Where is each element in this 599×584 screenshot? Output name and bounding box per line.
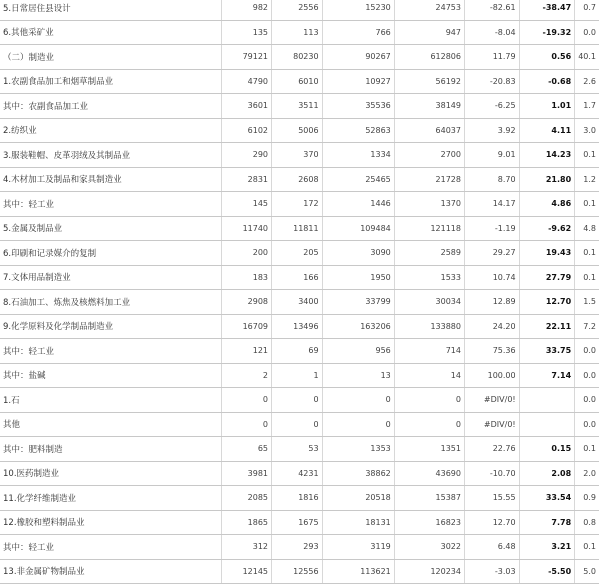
value-cell: 25465 (322, 167, 394, 192)
value-cell: 9.01 (464, 143, 519, 168)
value-cell: 13496 (272, 314, 323, 339)
value-cell: -5.50 (519, 559, 575, 584)
value-cell: 612806 (394, 45, 464, 70)
value-cell: 69 (272, 339, 323, 364)
value-cell: 1446 (322, 192, 394, 217)
value-cell: 11811 (272, 216, 323, 241)
value-cell: 5006 (272, 118, 323, 143)
value-cell: 29.27 (464, 241, 519, 266)
value-cell: 0.1 (575, 265, 599, 290)
value-cell: 121118 (394, 216, 464, 241)
value-cell: 24753 (394, 0, 464, 20)
table-row (0, 69, 599, 94)
value-cell: 11.79 (464, 45, 519, 70)
value-cell: 0.0 (575, 388, 599, 413)
value-cell: 22.76 (464, 437, 519, 462)
value-cell: -1.19 (464, 216, 519, 241)
table-row (0, 0, 599, 20)
value-cell: 3090 (322, 241, 394, 266)
value-cell: 1816 (272, 486, 323, 511)
value-cell: 0.7 (575, 0, 599, 20)
value-cell: 3.0 (575, 118, 599, 143)
value-cell: 0 (222, 388, 272, 413)
row-label-cell: 其中：肥料制造 (0, 437, 222, 462)
row-label-cell: 5.金属及制品业 (0, 216, 222, 241)
value-cell (519, 412, 575, 437)
row-label-cell: 其中：轻工业 (0, 192, 222, 217)
value-cell: 16823 (394, 510, 464, 535)
value-cell: 0.56 (519, 45, 575, 70)
table-row (0, 412, 599, 437)
value-cell: 7.78 (519, 510, 575, 535)
value-cell: 21728 (394, 167, 464, 192)
value-cell: 6010 (272, 69, 323, 94)
value-cell: 0.15 (519, 437, 575, 462)
row-label-cell: 1.农副食品加工和烟草制品业 (0, 69, 222, 94)
value-cell: 15387 (394, 486, 464, 511)
value-cell: 0 (222, 412, 272, 437)
value-cell: 172 (272, 192, 323, 217)
row-label-cell: 11.化学纤维制造业 (0, 486, 222, 511)
value-cell: 12.70 (519, 290, 575, 315)
value-cell: -82.61 (464, 0, 519, 20)
table-row (0, 290, 599, 315)
value-cell: 14.23 (519, 143, 575, 168)
value-cell: 1370 (394, 192, 464, 217)
value-cell: -19.32 (519, 20, 575, 45)
value-cell: 113 (272, 20, 323, 45)
table-row (0, 461, 599, 486)
value-cell: 163206 (322, 314, 394, 339)
table-row (0, 559, 599, 584)
row-label-cell: 其中：农副食品加工业 (0, 94, 222, 119)
value-cell: 12.70 (464, 510, 519, 535)
value-cell: 12556 (272, 559, 323, 584)
row-label-cell: 6.印刷和记录媒介的复制 (0, 241, 222, 266)
table-row (0, 167, 599, 192)
value-cell (519, 388, 575, 413)
value-cell: 1334 (322, 143, 394, 168)
value-cell: 10927 (322, 69, 394, 94)
value-cell: 75.36 (464, 339, 519, 364)
row-label-cell: 3.服装鞋帽、皮革羽绒及其制品业 (0, 143, 222, 168)
table-row (0, 94, 599, 119)
value-cell: 1 (272, 363, 323, 388)
value-cell: 293 (272, 535, 323, 560)
value-cell: 6102 (222, 118, 272, 143)
value-cell: 3400 (272, 290, 323, 315)
table-row (0, 216, 599, 241)
row-label-cell: 2.纺织业 (0, 118, 222, 143)
value-cell: 8.70 (464, 167, 519, 192)
table-row (0, 339, 599, 364)
value-cell: 113621 (322, 559, 394, 584)
value-cell: 133880 (394, 314, 464, 339)
value-cell: 3.92 (464, 118, 519, 143)
value-cell: 38149 (394, 94, 464, 119)
value-cell: 312 (222, 535, 272, 560)
row-label-cell: 10.医药制造业 (0, 461, 222, 486)
value-cell: 121 (222, 339, 272, 364)
value-cell: -10.70 (464, 461, 519, 486)
value-cell: 19.43 (519, 241, 575, 266)
value-cell: 27.79 (519, 265, 575, 290)
value-cell: 2 (222, 363, 272, 388)
value-cell: 30034 (394, 290, 464, 315)
value-cell: 0.9 (575, 486, 599, 511)
value-cell: 145 (222, 192, 272, 217)
value-cell: 21.80 (519, 167, 575, 192)
table-row (0, 535, 599, 560)
value-cell: 0 (322, 412, 394, 437)
value-cell: 1865 (222, 510, 272, 535)
value-cell: 714 (394, 339, 464, 364)
row-label-cell: 其中：盐碱 (0, 363, 222, 388)
value-cell: 2.0 (575, 461, 599, 486)
value-cell: 3119 (322, 535, 394, 560)
value-cell: 2908 (222, 290, 272, 315)
value-cell: 0 (322, 388, 394, 413)
row-label-cell: 1.石 (0, 388, 222, 413)
value-cell: 183 (222, 265, 272, 290)
value-cell: 956 (322, 339, 394, 364)
value-cell: 64037 (394, 118, 464, 143)
value-cell: 33799 (322, 290, 394, 315)
value-cell: 40.1 (575, 45, 599, 70)
value-cell: 205 (272, 241, 323, 266)
value-cell: 56192 (394, 69, 464, 94)
value-cell: 0 (394, 388, 464, 413)
value-cell: 1.2 (575, 167, 599, 192)
value-cell: 18131 (322, 510, 394, 535)
row-label-cell: （二）制造业 (0, 45, 222, 70)
value-cell: 53 (272, 437, 323, 462)
value-cell: 0.0 (575, 20, 599, 45)
value-cell: 1950 (322, 265, 394, 290)
row-label-cell: 其他 (0, 412, 222, 437)
table-row (0, 143, 599, 168)
value-cell: 52863 (322, 118, 394, 143)
value-cell: 982 (222, 0, 272, 20)
value-cell: 1351 (394, 437, 464, 462)
table-row (0, 486, 599, 511)
value-cell: #DIV/0! (464, 388, 519, 413)
value-cell: 2831 (222, 167, 272, 192)
value-cell: 1353 (322, 437, 394, 462)
table-row (0, 363, 599, 388)
row-label-cell: 13.非金属矿物制品业 (0, 559, 222, 584)
value-cell: 6.48 (464, 535, 519, 560)
value-cell: 2556 (272, 0, 323, 20)
table-row (0, 45, 599, 70)
value-cell: 35536 (322, 94, 394, 119)
value-cell: 80230 (272, 45, 323, 70)
row-label-cell: 12.橡胶和塑料制品业 (0, 510, 222, 535)
value-cell: 166 (272, 265, 323, 290)
value-cell: 2085 (222, 486, 272, 511)
value-cell: 0.1 (575, 192, 599, 217)
value-cell: 0.1 (575, 437, 599, 462)
value-cell: 370 (272, 143, 323, 168)
value-cell: 0.1 (575, 143, 599, 168)
value-cell: 109484 (322, 216, 394, 241)
value-cell: 1675 (272, 510, 323, 535)
value-cell: 200 (222, 241, 272, 266)
value-cell: 0 (272, 412, 323, 437)
value-cell: 14 (394, 363, 464, 388)
row-label-cell: 4.木材加工及制品和家具制造业 (0, 167, 222, 192)
table-row (0, 118, 599, 143)
table-row (0, 314, 599, 339)
value-cell: 3.21 (519, 535, 575, 560)
value-cell: 0.8 (575, 510, 599, 535)
row-label-cell: 其中：轻工业 (0, 339, 222, 364)
table-row (0, 265, 599, 290)
value-cell: 135 (222, 20, 272, 45)
value-cell: #DIV/0! (464, 412, 519, 437)
row-label-cell: 5.日常居住县设计 (0, 0, 222, 20)
value-cell: -8.04 (464, 20, 519, 45)
row-label-cell: 7.文体用品制造业 (0, 265, 222, 290)
table-row (0, 510, 599, 535)
value-cell: -20.83 (464, 69, 519, 94)
value-cell: 38862 (322, 461, 394, 486)
value-cell: 22.11 (519, 314, 575, 339)
value-cell: 0.0 (575, 412, 599, 437)
table-row (0, 241, 599, 266)
value-cell: 0.0 (575, 339, 599, 364)
row-label-cell: 8.石油加工、炼焦及核燃料加工业 (0, 290, 222, 315)
value-cell: 5.0 (575, 559, 599, 584)
value-cell: 11740 (222, 216, 272, 241)
value-cell: 7.2 (575, 314, 599, 339)
value-cell: -3.03 (464, 559, 519, 584)
value-cell: -6.25 (464, 94, 519, 119)
value-cell: -38.47 (519, 0, 575, 20)
value-cell: 0.1 (575, 535, 599, 560)
value-cell: 33.75 (519, 339, 575, 364)
row-label-cell: 6.其他采矿业 (0, 20, 222, 45)
value-cell: 12145 (222, 559, 272, 584)
value-cell: 0 (272, 388, 323, 413)
value-cell: 3022 (394, 535, 464, 560)
value-cell: 24.20 (464, 314, 519, 339)
value-cell: 4.8 (575, 216, 599, 241)
value-cell: 7.14 (519, 363, 575, 388)
value-cell: 1533 (394, 265, 464, 290)
value-cell: 947 (394, 20, 464, 45)
value-cell: 14.17 (464, 192, 519, 217)
value-cell: 100.00 (464, 363, 519, 388)
value-cell: 4790 (222, 69, 272, 94)
value-cell: 2589 (394, 241, 464, 266)
value-cell: 0.0 (575, 363, 599, 388)
value-cell: 3601 (222, 94, 272, 119)
value-cell: 3511 (272, 94, 323, 119)
value-cell: 15230 (322, 0, 394, 20)
table-row (0, 192, 599, 217)
row-label-cell: 9.化学原料及化学制品制造业 (0, 314, 222, 339)
value-cell: 2.6 (575, 69, 599, 94)
value-cell: 2.08 (519, 461, 575, 486)
value-cell: -9.62 (519, 216, 575, 241)
value-cell: 16709 (222, 314, 272, 339)
value-cell: 0 (394, 412, 464, 437)
value-cell: 20518 (322, 486, 394, 511)
value-cell: 2700 (394, 143, 464, 168)
value-cell: 79121 (222, 45, 272, 70)
value-cell: 15.55 (464, 486, 519, 511)
value-cell: 290 (222, 143, 272, 168)
value-cell: 1.01 (519, 94, 575, 119)
value-cell: 90267 (322, 45, 394, 70)
value-cell: 1.5 (575, 290, 599, 315)
value-cell: 3981 (222, 461, 272, 486)
table-row (0, 437, 599, 462)
value-cell: -0.68 (519, 69, 575, 94)
table-row (0, 388, 599, 413)
value-cell: 4231 (272, 461, 323, 486)
value-cell: 0.1 (575, 241, 599, 266)
value-cell: 10.74 (464, 265, 519, 290)
value-cell: 120234 (394, 559, 464, 584)
value-cell: 43690 (394, 461, 464, 486)
row-label-cell: 其中：轻工业 (0, 535, 222, 560)
value-cell: 12.89 (464, 290, 519, 315)
value-cell: 1.7 (575, 94, 599, 119)
value-cell: 33.54 (519, 486, 575, 511)
value-cell: 13 (322, 363, 394, 388)
value-cell: 4.11 (519, 118, 575, 143)
value-cell: 65 (222, 437, 272, 462)
value-cell: 2608 (272, 167, 323, 192)
value-cell: 4.86 (519, 192, 575, 217)
table-row (0, 20, 599, 45)
value-cell: 766 (322, 20, 394, 45)
